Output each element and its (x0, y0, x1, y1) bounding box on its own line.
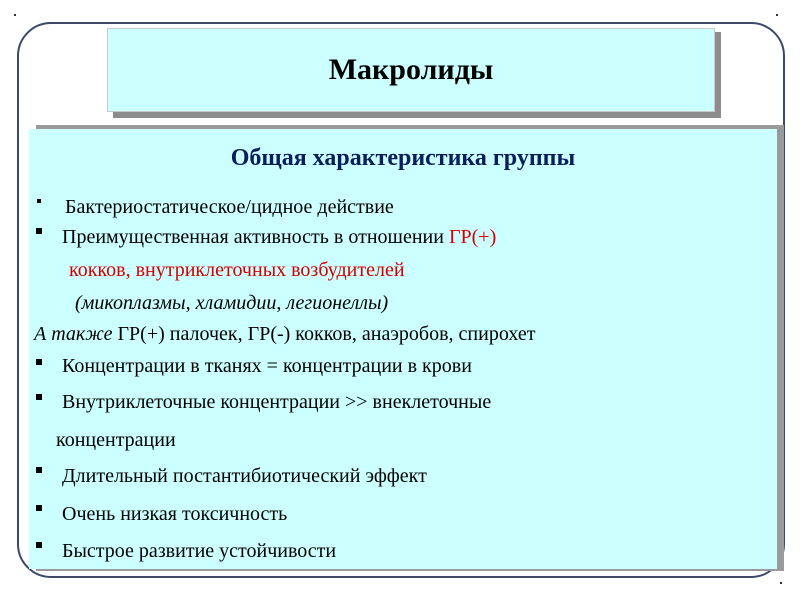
corner-dot-top-left (14, 14, 16, 16)
bullet-icon (36, 542, 42, 548)
list-item-text: Длительный постантибиотический эффект (62, 465, 427, 487)
bullet-icon (36, 505, 42, 511)
list-item-text: Очень низкая токсичность (62, 503, 288, 525)
bullet-icon (37, 199, 41, 203)
list-item (62, 464, 427, 488)
bullet-icon (36, 394, 42, 400)
corner-dot-top-right (776, 14, 778, 16)
list-item-text: Преимущественная активность в отношении (62, 226, 449, 248)
section-heading: Общая характеристика группы (230, 145, 576, 171)
title-box (107, 28, 715, 112)
bullet-icon (36, 359, 42, 365)
list-item-continuation (75, 291, 388, 315)
list-item (62, 390, 491, 414)
list-item-continuation (56, 428, 176, 452)
slide-title: Макролиды (328, 53, 494, 86)
list-item-text: Бактериостатическое/цидное действие (65, 196, 394, 218)
list-item-continuation (69, 258, 405, 282)
bullet-icon (36, 467, 42, 473)
list-item-text: Концентрации в тканях = концентрации в крови (62, 355, 472, 377)
also-label: А также (34, 323, 113, 345)
gram-positive-label: ГР(+) (448, 226, 497, 248)
list-item-text: Быстрое развитие устойчивости (62, 540, 337, 562)
list-item (62, 354, 472, 378)
list-item (62, 539, 336, 563)
list-item-text: ГР(+) палочек, ГР(-) кокков, анаэробов, спирохет (112, 323, 536, 345)
list-item-text: Внутриклеточные концентрации >> внеклеточные (62, 391, 492, 413)
list-item-text: кокков, внутриклеточных возбудителей (69, 259, 405, 281)
corner-dot-bottom-right (780, 582, 782, 584)
bullet-icon (36, 228, 42, 234)
list-item-text: (микоплазмы, хламидии, легионеллы) (75, 292, 389, 314)
list-item (34, 322, 535, 346)
content-box (29, 129, 777, 569)
list-item-text: концентрации (56, 429, 176, 451)
list-item (62, 502, 287, 526)
list-item (65, 195, 394, 219)
list-item (62, 225, 496, 249)
